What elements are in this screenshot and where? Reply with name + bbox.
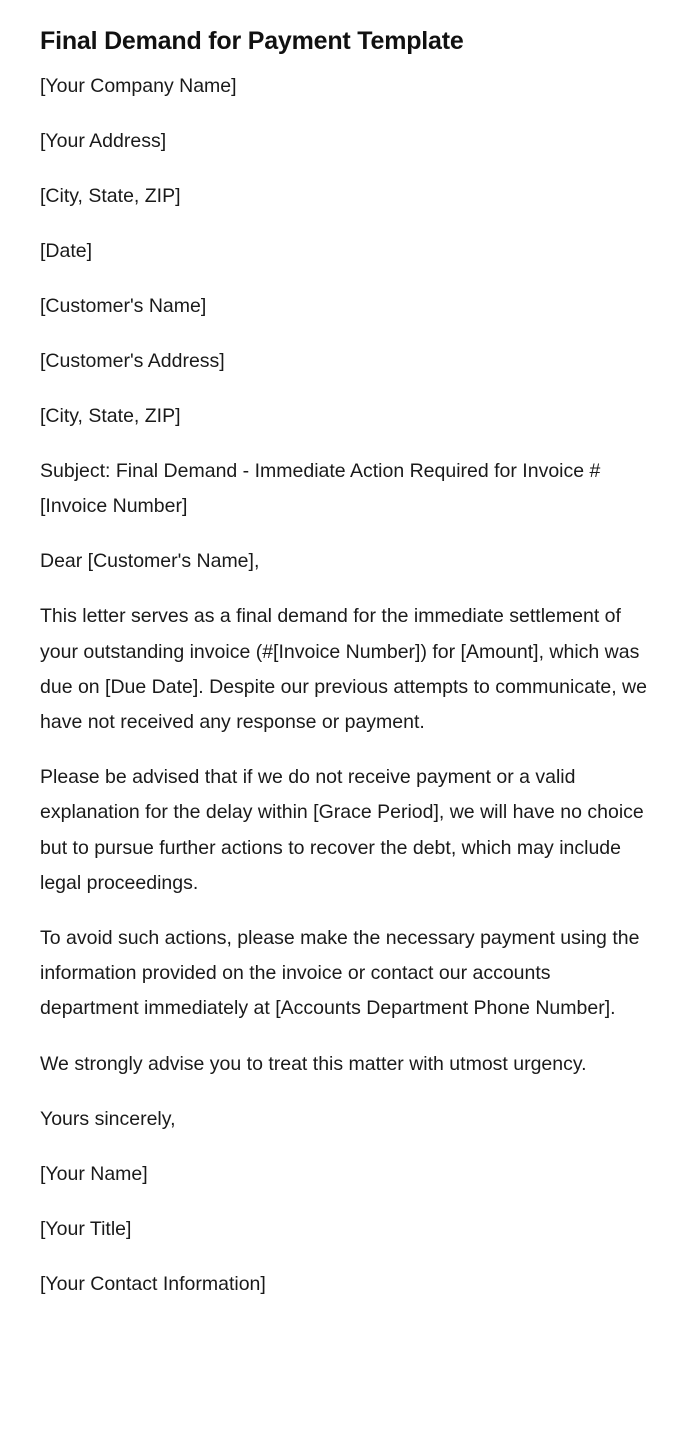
recipient-name: [Customer's Name] <box>40 295 207 317</box>
body-paragraph-instructions: To avoid such actions, please make the necessary payment using the information provided on the invoice or contact our accounts department immediately at [Accounts Department Phone Number]. <box>40 927 640 1020</box>
body-paragraph-warning: Please be advised that if we do not receive payment or a valid explanation for the delay within [Grace Period], we will have no choice but to pursue further actions to recover the debt, which may include legal proceedings. <box>40 766 644 894</box>
sender-address: [Your Address] <box>40 130 167 152</box>
letter-subject: Subject: Final Demand - Immediate Action Required for Invoice #[Invoice Number] <box>40 460 601 518</box>
signature-title: [Your Title] <box>40 1217 132 1240</box>
letter-salutation: Dear [Customer's Name], <box>40 550 260 573</box>
body-paragraph-demand: This letter serves as a final demand for the immediate settlement of your outstanding invoice (#[Invoice Number]) for [Amount], which was due on [Due Date]. Despite our previous attempts to communicate, we have not received any response or payment. <box>40 605 647 734</box>
recipient-city-state-zip: [City, State, ZIP] <box>40 405 181 427</box>
page-title: Final Demand for Payment Template <box>40 27 464 55</box>
sender-company: [Your Company Name] <box>40 75 237 97</box>
letter-document <box>40 22 650 1302</box>
letter-date: [Date] <box>40 240 93 262</box>
recipient-address: [Customer's Address] <box>40 350 225 372</box>
signature-contact: [Your Contact Information] <box>40 1272 266 1295</box>
signature-name: [Your Name] <box>40 1162 148 1185</box>
body-paragraph-urgency: We strongly advise you to treat this matter with utmost urgency. <box>40 1052 587 1075</box>
letter-closing: Yours sincerely, <box>40 1107 176 1130</box>
sender-city-state-zip: [City, State, ZIP] <box>40 185 181 207</box>
